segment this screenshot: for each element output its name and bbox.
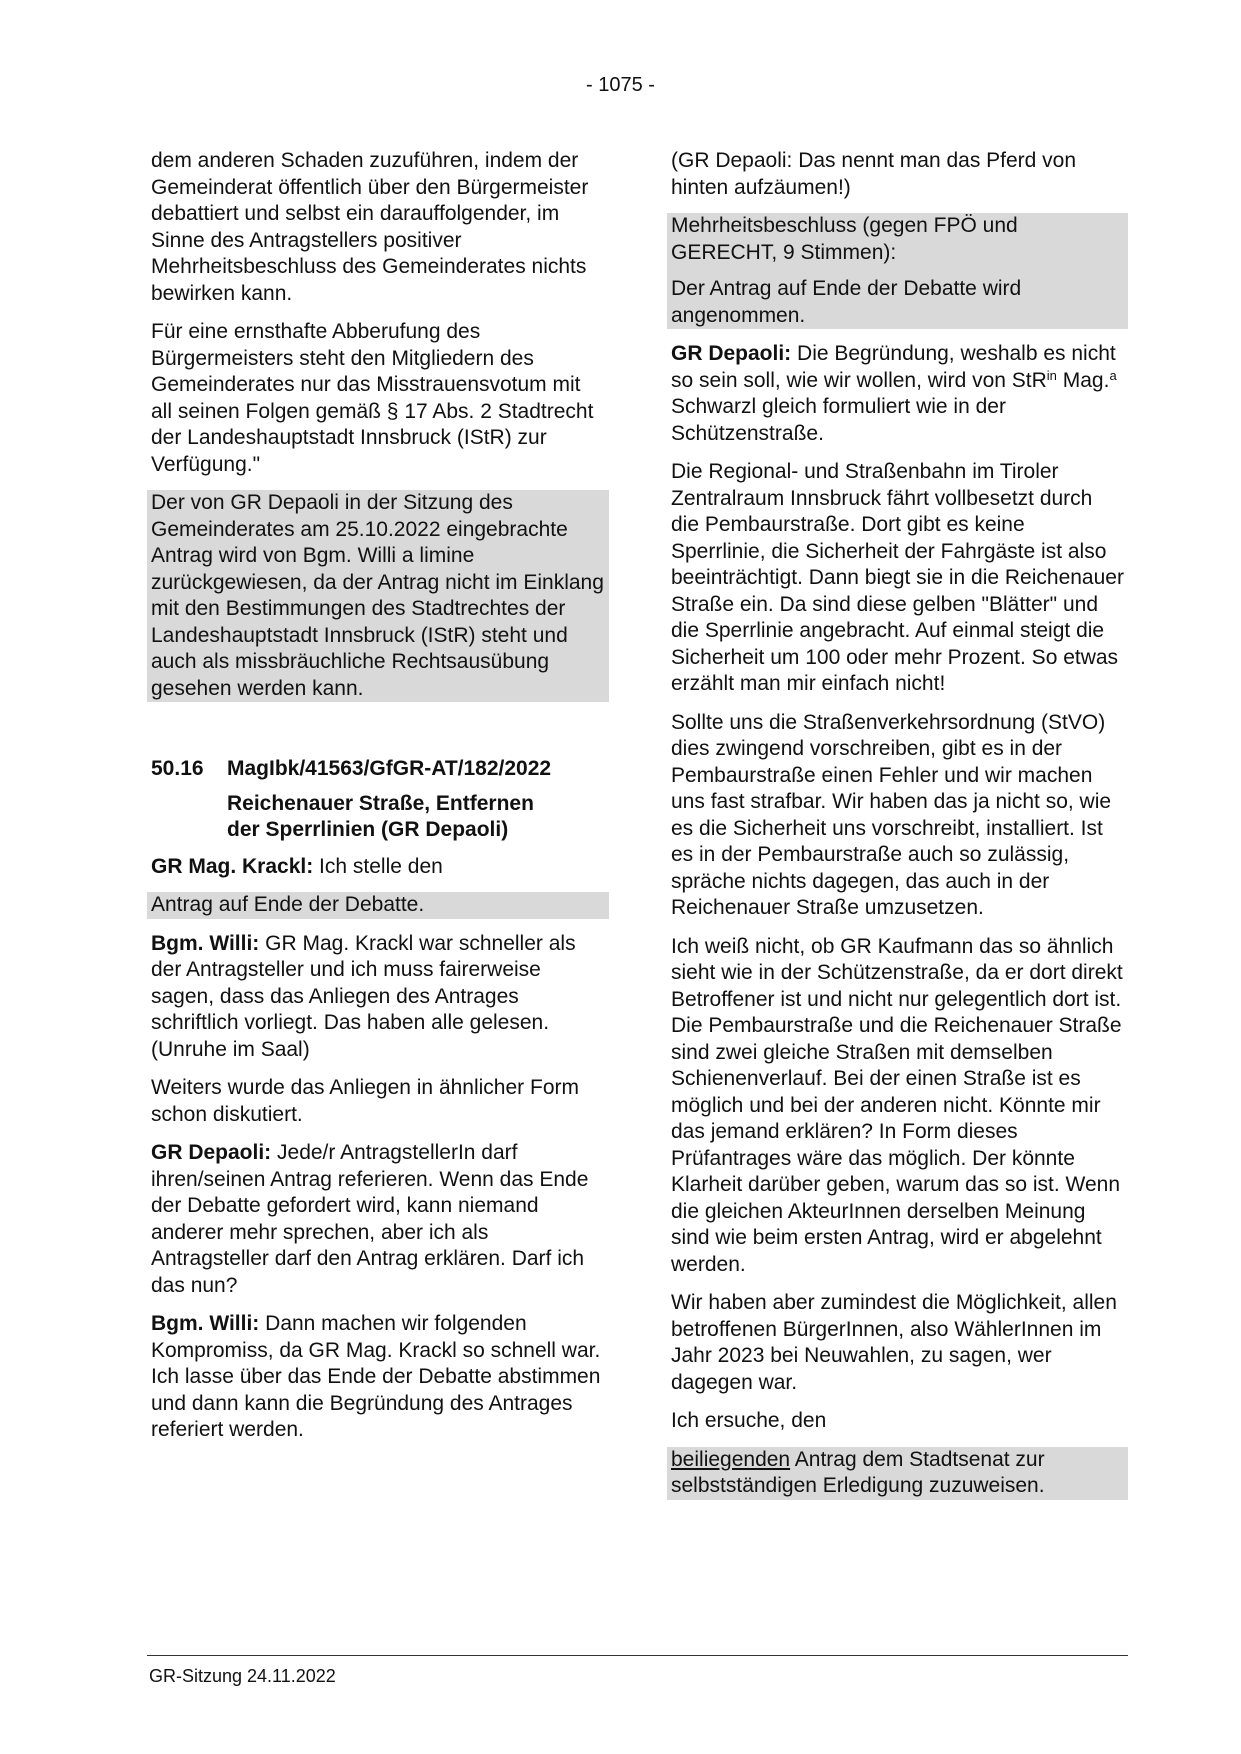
motion-text-rest: Antrag dem Stadtsenat zur selbstständigen Erledigung zuzuweisen. (671, 1447, 1045, 1497)
paragraph: dem anderen Schaden zuzuführen, indem der Gemeinderat öffentlich über den Bürgermeister debattiert und selbst ein darauffolgender, im Sinne des Antragstellers positiver Mehrheitsbeschluss des Gemeinderates nichts bewirken kann. (151, 149, 589, 305)
paragraph: Ich ersuche, den (671, 1409, 827, 1432)
resolution-text: Der von GR Depaoli in der Sitzung des Gemeinderates am 25.10.2022 eingebrachte Antrag wird von Bgm. Willi a limine zurückgewiesen, da der Antrag nicht im Einklang mit den Bestimmungen des Stadtrechtes der Landeshauptstadt Innsbruck (IStR) steht und auch als missbräuchliche Rechtsausübung gesehen werden kann. (151, 491, 604, 700)
agenda-item-number: 50.16 (151, 757, 204, 780)
speech (147, 931, 609, 1064)
footer-divider (147, 1655, 1128, 1656)
speech-text: Schwarzl gleich formuliert wie in der Schützenstraße. (671, 395, 1006, 445)
speaker-name: Bgm. Willi: (151, 931, 260, 955)
paragraph: Die Regional- und Straßenbahn im Tiroler Zentralraum Innsbruck fährt vollbesetzt durch die Pembaurstraße. Dort gibt es keine Sperrlinie, die Sicherheit der Fahrgäste ist also beeinträchtigt. Dann biegt sie in die Reichenauer Straße ein. Da sind diese gelben "Blätter" und die Sperrlinie angebracht. Auf einmal steigt die Sicherheit um 100 oder mehr Prozent. So etwas erzählt man mir einfach nicht! (671, 460, 1124, 695)
agenda-item-reference: MagIbk/41563/GfGR-AT/182/2022 (227, 757, 552, 780)
agenda-item-title-line: der Sperrlinien (GR Depaoli) (227, 818, 509, 841)
agenda-item-heading (147, 756, 609, 783)
motion-block (667, 1447, 1128, 1500)
motion-text: Antrag auf Ende der Debatte. (151, 893, 425, 916)
underlined-word: beiliegenden (671, 1447, 791, 1471)
paragraph: Wir haben aber zumindest die Möglichkeit, allen betroffenen BürgerInnen, also WählerInnen im Jahr 2023 bei Neuwahlen, zu sagen, wer dagegen war. (671, 1291, 1117, 1394)
vote-result: Mehrheitsbeschluss (gegen FPÖ und GERECHT, 9 Stimmen): (671, 214, 1018, 264)
speech-text: GR Mag. Krackl war schneller als der Antragsteller und ich muss fairerweise sagen, dass das Anliegen des Antrages schriftlich vorliegt. Das haben alle gelesen. (Unruhe im Saal) (151, 931, 576, 1061)
speech-text: Die Begründung, weshalb es nicht so sein soll, wie wir wollen, wird von StR (671, 342, 1116, 392)
paragraph: Für eine ernsthafte Abberufung des Bürgermeisters steht den Mitgliedern des Gemeinderates nur das Misstrauensvotum mit all seinen Folgen gemäß § 17 Abs. 2 Stadtrecht der Landeshauptstadt Innsbruck (IStR) zur Verfügung." (151, 320, 594, 476)
speech (147, 1311, 609, 1444)
vote-result-block (667, 213, 1128, 329)
speech (667, 341, 1128, 447)
right-column (667, 148, 1128, 1512)
speaker-name: GR Mag. Krackl: (151, 854, 314, 878)
superscript: in (1046, 367, 1057, 383)
speech (147, 1140, 609, 1299)
footer-text: GR-Sitzung 24.11.2022 (149, 1666, 336, 1686)
agenda-item-title (227, 791, 609, 844)
resolution-block (147, 490, 609, 702)
motion-block (147, 892, 609, 919)
vote-outcome: Der Antrag auf Ende der Debatte wird angenommen. (671, 277, 1022, 327)
speaker-name: Bgm. Willi: (151, 1312, 260, 1335)
paragraph: Weiters wurde das Anliegen in ähnlicher Form schon diskutiert. (151, 1076, 579, 1126)
motion-text (667, 1447, 1128, 1500)
speech (147, 854, 609, 881)
paragraph: Sollte uns die Straßenverkehrsordnung (StVO) dies zwingend vorschreiben, gibt es in der Pembaurstraße einen Fehler und wir machen uns fast strafbar. Wir haben das ja nicht so, wie es die Sicherheit uns vorschreibt, installiert. Ist es in der Pembaurstraße auch so zulässig, spräche nichts dagegen, das auch in der Reichenauer Straße umzusetzen. (671, 710, 1112, 919)
paragraph: Ich weiß nicht, ob GR Kaufmann das so ähnlich sieht wie in der Schützenstraße, da er dort direkt Betroffener ist und nicht nur gelegentlich dort ist. Die Pembaurstraße und die Reichenauer Straße sind zwei gleiche Straßen mit demselben Schienenverlauf. Bei der einen Straße ist es möglich und bei der anderen nicht. Könnte mir das jemand erklären? In Form dieses Prüfantrages wäre das möglich. Der könnte Klarheit darüber geben, warum das so ist. Wenn die gleichen AkteurInnen derselben Meinung sind wie beim ersten Antrag, wird er abgelehnt werden. (671, 934, 1123, 1276)
speech-text: Dann machen wir folgenden Kompromiss, da GR Mag. Krackl so schnell war. Ich lasse über das Ende der Debatte abstimmen und dann kann die Begründung des Antrages referiert werden. (151, 1312, 601, 1441)
speech-text: Mag. (1056, 368, 1110, 392)
speech-text: Jede/r AntragstellerIn darf ihren/seinen Antrag referieren. Wenn das Ende der Debatte gefordert wird, kann niemand anderer mehr sprechen, aber ich als Antragsteller darf den Antrag erklären. Darf ich das nun? (151, 1141, 589, 1297)
speech-text: Ich stelle den (313, 854, 443, 878)
page-number: - 1075 - (586, 74, 655, 96)
agenda-item-title-line: Reichenauer Straße, Entfernen (227, 791, 534, 815)
superscript: a (1109, 367, 1117, 383)
speaker-name: GR Depaoli: (671, 342, 792, 365)
speaker-name: GR Depaoli: (151, 1141, 272, 1164)
interjection: (GR Depaoli: Das nennt man das Pferd von hinten aufzäumen!) (671, 149, 1077, 199)
left-column (147, 148, 609, 1456)
